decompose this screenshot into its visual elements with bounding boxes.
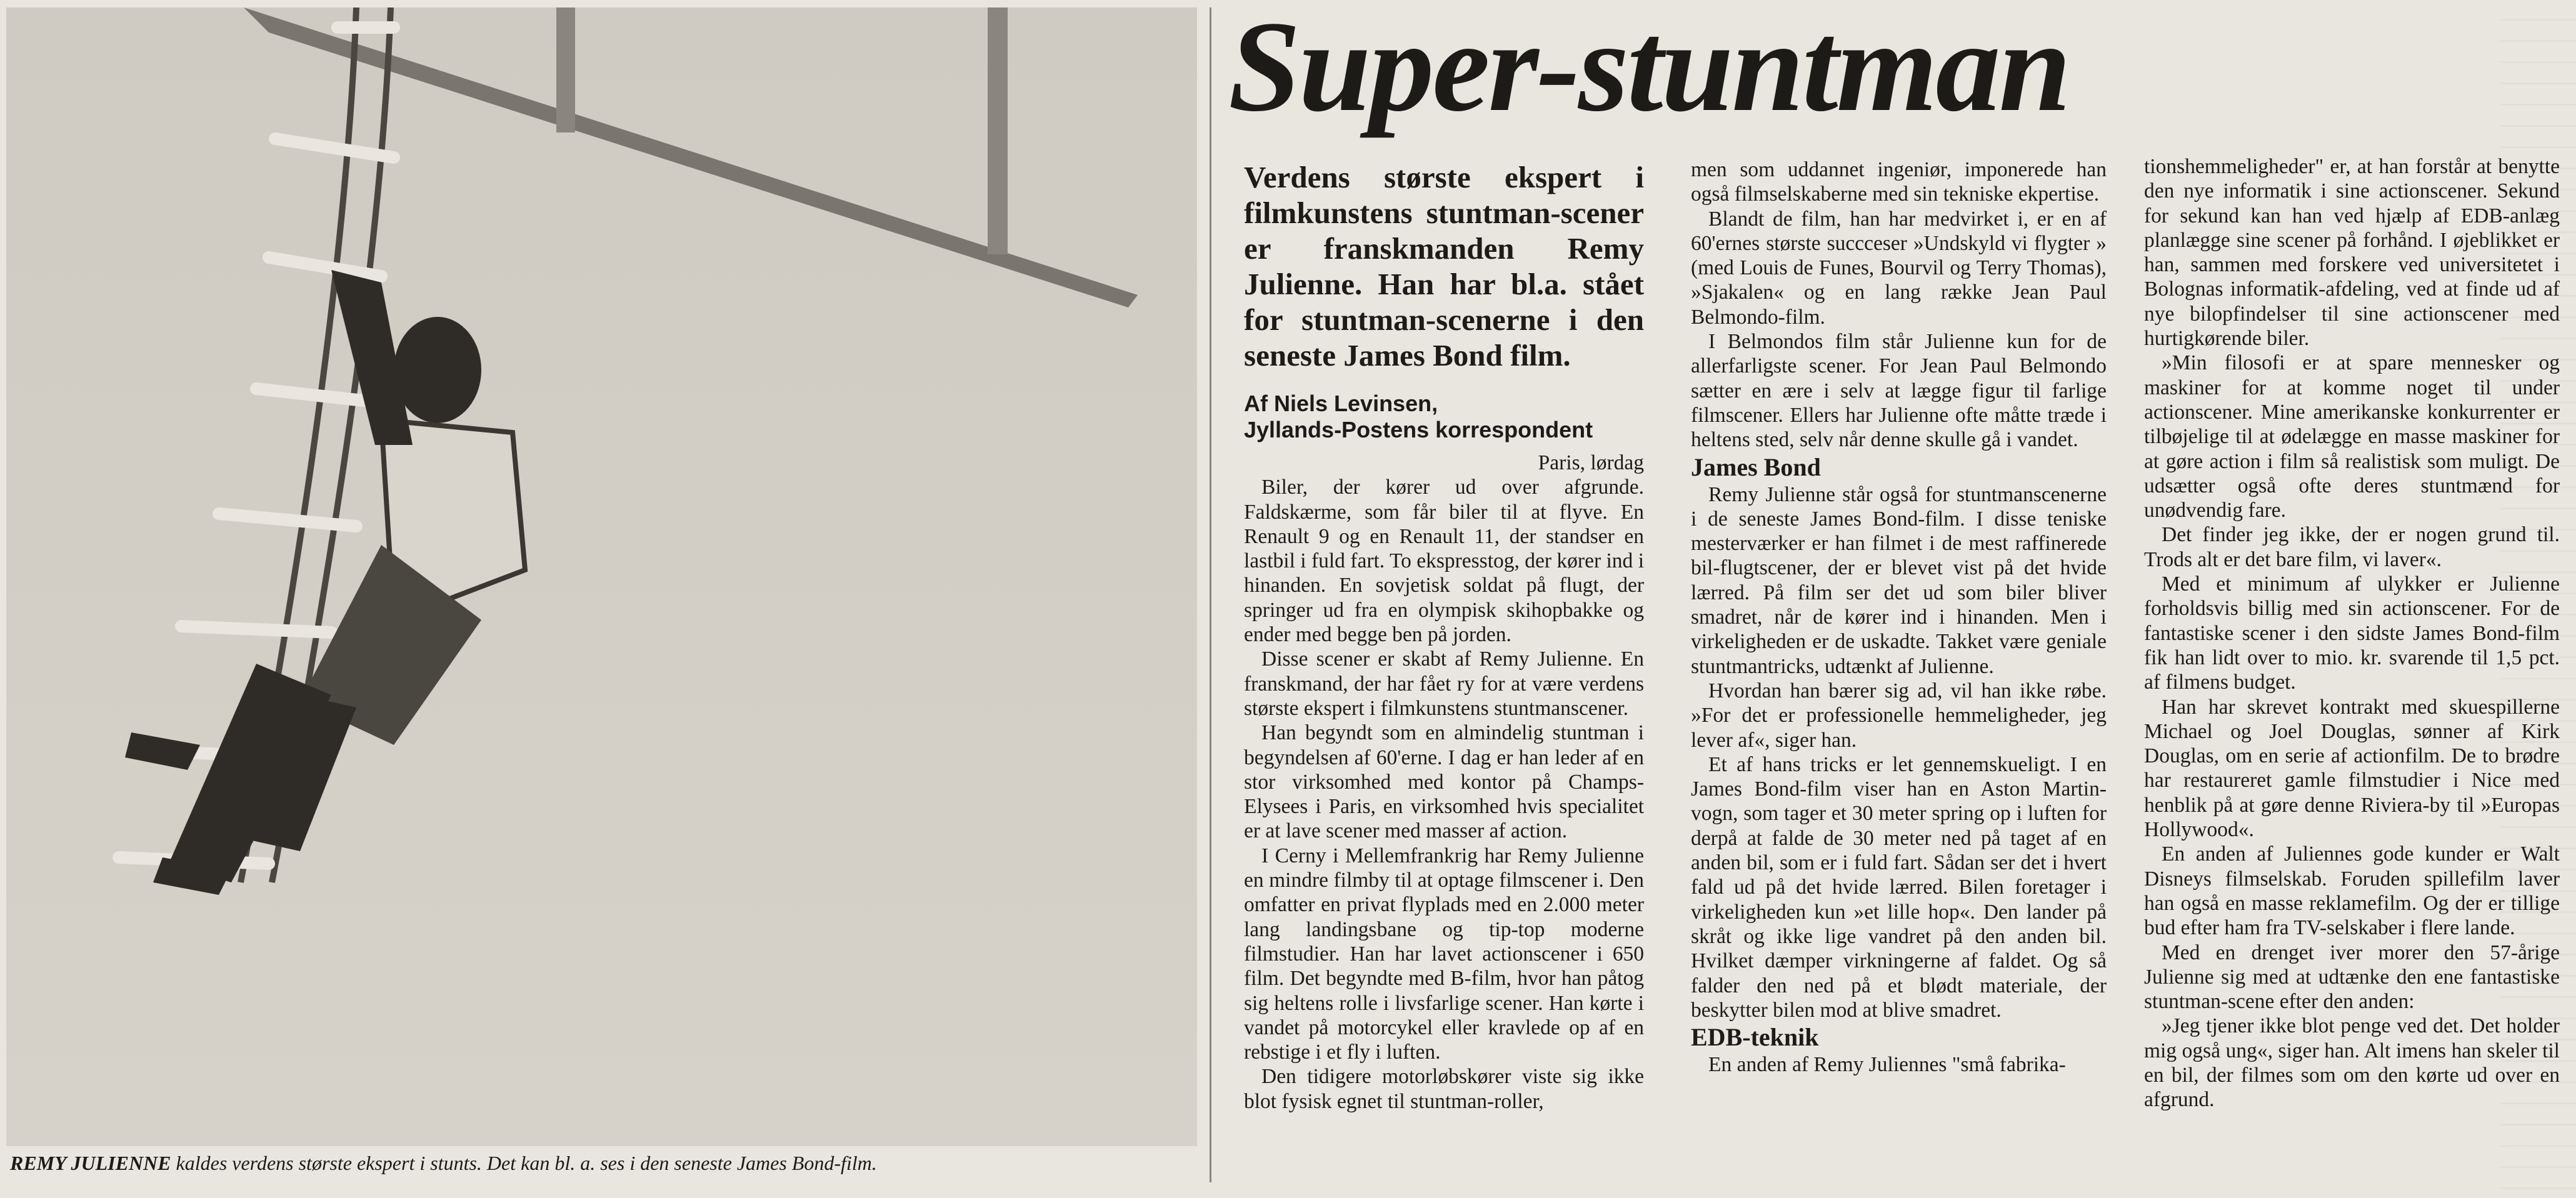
body-paragraph: I Belmondos film står Julienne kun for de allerfarligste scener. For Jean Paul Belmondo sætter en ære i selv at lægge figur til farlige filmscener. Ellers har Julienne ofte måtte træde i heltens sted, selv når denne skulle gå i vandet. xyxy=(1691,330,2107,452)
body-paragraph: Biler, der kører ud over afgrunde. Faldskærme, som får biler til at flyve. En Renault 9 og en Renault 11, der standser en lastbil i fuld fart. To ekspresstog, der kører ind i hinanden. En sovjetisk soldat på flugt, der springer ud fra en olympisk skihopbakke og ender med begge ben på jorden. xyxy=(1244,476,1644,647)
body-paragraph: Han begyndt som en almindelig stuntman i begyndelsen af 60'erne. I dag er han leder af en stor virksomhed med kontor på Champs-Elysees i Paris, en virksomhed hvis specialitet er at lave scener med masser af action. xyxy=(1244,721,1644,843)
byline-role: Jyllands-Postens korrespondent xyxy=(1244,417,1593,442)
column-2 xyxy=(1691,157,2107,1077)
subhead-edb-teknik: EDB-teknik xyxy=(1691,1023,1819,1052)
body-paragraph: Med en drenget iver morer den 57-årige Julienne sig med at udtænke den ene fantastiske stuntman-scene efter den anden: xyxy=(2144,941,2560,1014)
caption-name: REMY JULIENNE xyxy=(10,1152,171,1174)
stuntman-photo xyxy=(6,7,1197,1146)
body-paragraph: tionshemmeligheder" er, at han forstår at benytte den nye informatik i sine actionscener. Sekund for sekund kan han ved hjælp af EDB-anlæg planlægge sine scener på forhånd. I øjeblikket er han, sammen med forskere ved universitetet i Bolognas informatik-afdeling, ved at finde ud af nye bilopfindelser til sine actionscener med hurtigkørende biler. xyxy=(2144,155,2560,351)
column-1 xyxy=(1244,159,1644,1114)
body-paragraph: »Min filosofi er at spare mennesker og maskiner for at komme noget til under actionscener. Mine amerikanske konkurrenter er tilbøjelige til at ødelægge en masse maskiner for at gøre action i film så realistisk som muligt. De udsætter også ofte deres stuntmænd for unødvendig fare. xyxy=(2144,351,2560,522)
byline xyxy=(1244,391,1644,443)
body-paragraph: En anden af Remy Juliennes "små fabrika- xyxy=(1708,1053,2066,1077)
photo-caption xyxy=(10,1152,1191,1175)
caption-text: kaldes verdens største ekspert i stunts. Det kan bl. a. ses i den seneste James Bond-film. xyxy=(171,1152,877,1174)
body-paragraph: Den tidigere motorløbskører viste sig ikke blot fysisk egnet til stuntman-roller, xyxy=(1244,1065,1644,1113)
column-rule xyxy=(1210,7,1211,1182)
column-3 xyxy=(2144,154,2560,1112)
body-paragraph: Hvordan han bærer sig ad, vil han ikke røbe. »For det er professionelle hemmeligheder, jeg lever af«, siger han. xyxy=(1691,679,2107,752)
lead-paragraph: Verdens største ekspert i filmkunstens stuntman-scener er franskmanden Remy Julienne. Han har bl.a. stået for stuntman-scenerne i den seneste James Bond film. xyxy=(1244,160,1644,372)
body-paragraph: Et af hans tricks er let gennemskueligt. I en James Bond-film viser han en Aston Martin-vogn, som tager et 30 meter spring op i luften for derpå at falde de 30 meter ned på taget af en anden bil, som er i fuld fart. Sådan ser det i hvert fald ud på det hvide lærred. Bilen foretager i virkeligheden kun »et lille hop«. Den lander på skråt og ikke lige vandret på den anden bil. Hvilket dæmper virkningerne af faldet. Og så falder den ned på et blødt materiale, der beskytter bilen mod at blive smadret. xyxy=(1691,752,2107,1022)
photo-illustration xyxy=(6,7,1197,1146)
headline: Super-stuntman xyxy=(1228,0,2070,138)
byline-author: Af Niels Levinsen, xyxy=(1244,391,1438,416)
body-paragraph: Remy Julienne står også for stuntmanscenerne i de seneste James Bond-film. I disse teniske mesterværker er han filmet i de mest raffinerede bil-flugtscener, der er blevet vist på det hvide lærred. På film ser det ud som biler bliver smadret, når de kører ind i hinanden. Men i virkeligheden er de uskadte. Takket være geniale stuntmantricks, udtænkt af Julienne. xyxy=(1691,482,2107,678)
body-paragraph: Blandt de film, han har medvirket i, er en af 60'ernes største succceser »Undskyld vi flygter » (med Louis de Funes, Bourvil og Terry Thomas), »Sjakalen« og en lang række Jean Paul Belmondo-film. xyxy=(1691,207,2107,329)
body-paragraph: Han har skrevet kontrakt med skuespillerne Michael og Joel Douglas, sønner af Kirk Douglas, om en serie af actionfilm. De to brødre har restaureret gamle filmstudier i Nice med henblik på at gøre denne Riviera-by til »Europas Hollywood«. xyxy=(2144,695,2560,842)
body-paragraph: Disse scener er skabt af Remy Julienne. En franskmand, der har fået ry for at være verdens største ekspert i filmkunstens stuntmanscener. xyxy=(1244,647,1644,720)
body-paragraph: men som uddannet ingeniør, imponerede han også filmselskaberne med sin tekniske ekpertise. xyxy=(1691,158,2107,206)
body-paragraph: Det finder jeg ikke, der er nogen grund til. Trods alt er det bare film, vi laver«. xyxy=(2144,523,2560,571)
dateline: Paris, lørdag xyxy=(1538,451,1644,474)
body-paragraph: Med et minimum af ulykker er Julienne forholdsvis billig med sin actionscener. For de fantastiske scener i den sidste James Bond-film fik han lidt over to mio. kr. svarende til 1,5 pct. af filmens budget. xyxy=(2144,572,2560,694)
subhead-james-bond: James Bond xyxy=(1691,452,1821,481)
body-paragraph: »Jeg tjener ikke blot penge ved det. Det holder mig også ung«, siger han. Alt imens han skeler til en bil, der filmes som om den kørte ud over en afgrund. xyxy=(2144,1014,2560,1112)
body-paragraph: En anden af Juliennes gode kunder er Walt Disneys filmselskab. Foruden spillefilm laver han også en masse reklamefilm. Og der er tillige bud efter ham fra TV-selskaber i flere lande. xyxy=(2144,842,2560,940)
body-paragraph: I Cerny i Mellemfrankrig har Remy Julienne en mindre filmby til at optage filmscener i. Den omfatter en privat flyplads med en 2.000 meter lang landingsbane og tip-top moderne filmstudier. Han har lavet actionscener i 650 film. Det begyndte med B-film, hvor han påtog sig heltens rolle i livsfarlige scener. Han kørte i vandet på motorcykel eller kravlede op af en rebstige i et fly i luften. xyxy=(1244,844,1644,1064)
